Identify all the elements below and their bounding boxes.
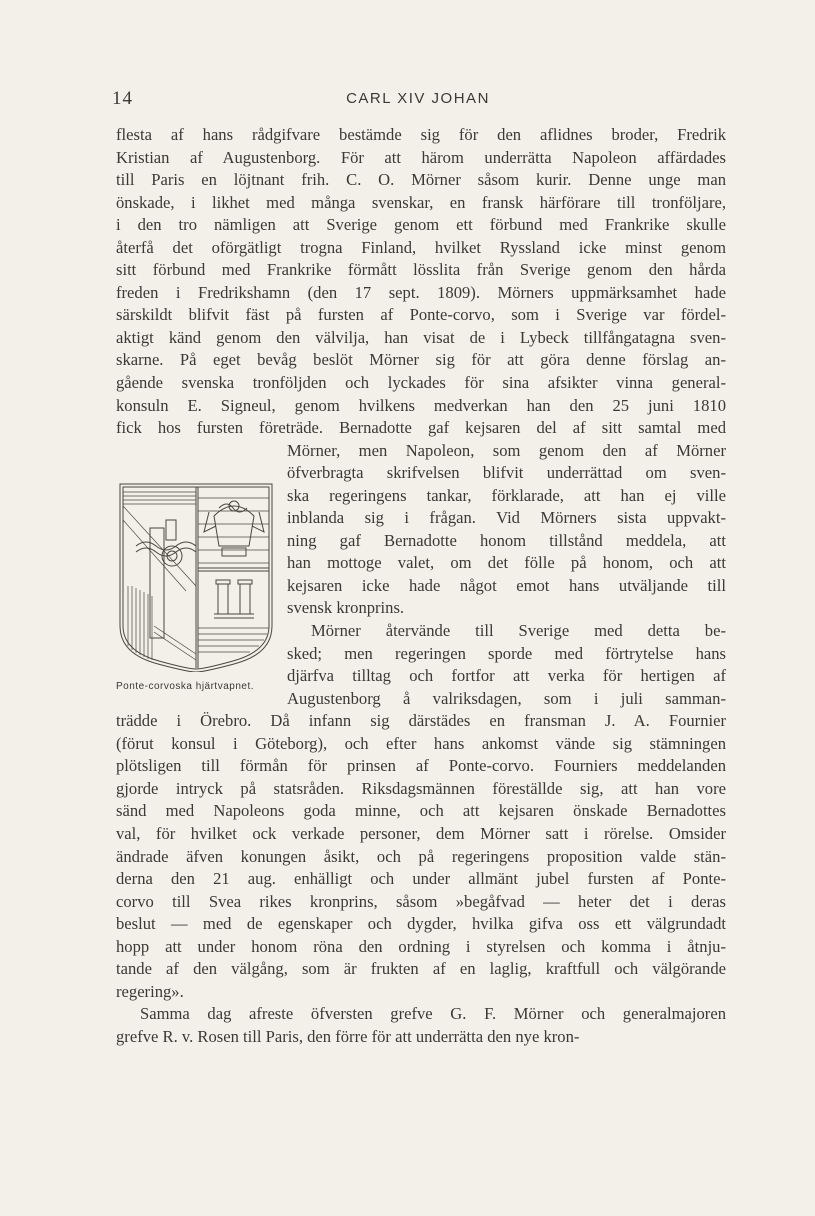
text-line: skarne. På eget bevåg beslöt Mörner sig för att göra denne förslag an- <box>116 350 726 370</box>
running-title: CARL XIV JOHAN <box>346 90 490 107</box>
text-line: freden i Fredrikshamn (den 17 sept. 1809). Mörners uppmärksamhet hade <box>116 282 726 302</box>
text-line: kejsaren icke hade något emot hans utväljande till <box>287 575 726 595</box>
figure-caption: Ponte-corvoska hjärtvapnet. <box>116 681 255 692</box>
text-line: Mörner, men Napoleon, som genom den af Mörner <box>287 440 726 460</box>
text-line: hopp att under honom röna den ordning i styrelsen och komma i åtnju- <box>116 936 726 956</box>
text-line: val, för hvilket ock verkade personer, dem Mörner satt i rörelse. Omsider <box>116 823 726 843</box>
text-line: han mottoge valet, om det fölle på honom, och att <box>287 553 726 573</box>
text-line: gjorde intryck på statsråden. Riksdagsmännen föreställde sig, att han vore <box>116 778 726 798</box>
text-line: aktigt känd genom den välvilja, han visat de i Lybeck tillfångatagna sven- <box>116 327 726 347</box>
text-line: gående svenska tronföljden och lyckades för sina afsikter vinna general- <box>116 373 726 393</box>
text-line: (förut konsul i Göteborg), och efter hans ankomst vände sig stämningen <box>116 733 726 753</box>
body-text <box>116 124 726 1048</box>
text-line: sked; men regeringen sporde med förtrytelse hans <box>287 643 726 663</box>
text-line: sitt förbund med Frankrike förmått lösslita från Sverige genom den hårda <box>116 260 726 280</box>
text-line: trädde i Örebro. Då infann sig därstädes en fransman J. A. Fournier <box>116 711 726 731</box>
text-line: djärfva tilltag och fortfor att verka för hertigen af <box>287 666 726 686</box>
text-line: regering». <box>116 981 184 1001</box>
text-line: återfå det oförgätligt trogna Finland, hvilket Ryssland icke minst genom <box>116 237 726 257</box>
page-header <box>112 88 724 112</box>
text-line: beslut — med de egenskaper och dygder, hvilka gifva oss ett välgrundadt <box>116 914 726 934</box>
text-line: derna den 21 aug. enhälligt och under allmänt jubel fursten af Ponte- <box>116 869 726 889</box>
text-line: corvo till Svea rikes kronprins, såsom »begåfvad — heter det i deras <box>116 891 726 911</box>
text-line: plötsligen till förmån för prinsen af Ponte-corvo. Fourniers meddelanden <box>116 756 726 776</box>
text-line: i den tro nämligen att Sverige genom ett förbund med Frankrike skulle <box>116 215 726 235</box>
text-line: svensk kronprins. <box>287 598 405 618</box>
text-line: ning gaf Bernadotte honom tillstånd meddela, att <box>287 530 726 550</box>
text-line: önskade, i likhet med många svenskar, en fransk härförare till tronföljare, <box>116 192 726 212</box>
text-line: Samma dag afreste öfversten grefve G. F. Mörner och generalmajoren <box>140 1004 726 1024</box>
text-line: konsuln E. Signeul, genom hvilkens medverkan han den 25 juni 1810 <box>116 395 726 415</box>
text-line: Augustenborg å valriksdagen, som i juli samman- <box>287 688 726 708</box>
text-line: till Paris en löjtnant frih. C. O. Mörner såsom kurir. Denne unge man <box>116 170 726 190</box>
text-line: Mörner återvände till Sverige med detta be- <box>311 621 726 641</box>
text-line: öfverbragta skrifvelsen blifvit underrättad om sven- <box>287 463 726 483</box>
text-line: Kristian af Augustenborg. För att härom underrätta Napoleon affärdades <box>116 147 726 167</box>
text-line: sänd med Napoleons goda minne, och att kejsaren önskade Bernadottes <box>116 801 726 821</box>
page-number: 14 <box>112 88 133 109</box>
text-line: flesta af hans rådgifvare bestämde sig för den aflidnes broder, Fredrik <box>116 125 726 144</box>
text-line: tande af den välgång, som är frukten af en laglig, kraftfull och välgörande <box>116 959 726 979</box>
text-line: ändrade äfven konungen åsikt, och på regeringens proposition valde stän- <box>116 846 726 866</box>
text-line: inblanda sig i frågan. Vid Mörners sista uppvakt- <box>287 508 726 528</box>
text-line: fick hos fursten företräde. Bernadotte gaf kejsaren del af sitt samtal med <box>116 418 726 438</box>
text-line: grefve R. v. Rosen till Paris, den förre för att underrätta den nye kron- <box>116 1026 580 1046</box>
text-line: särskildt blifvit fäst på fursten af Ponte-corvo, som i Sverige var fördel- <box>116 305 726 325</box>
text-line: ska regeringens tankar, förklarade, att han ej ville <box>287 485 726 505</box>
